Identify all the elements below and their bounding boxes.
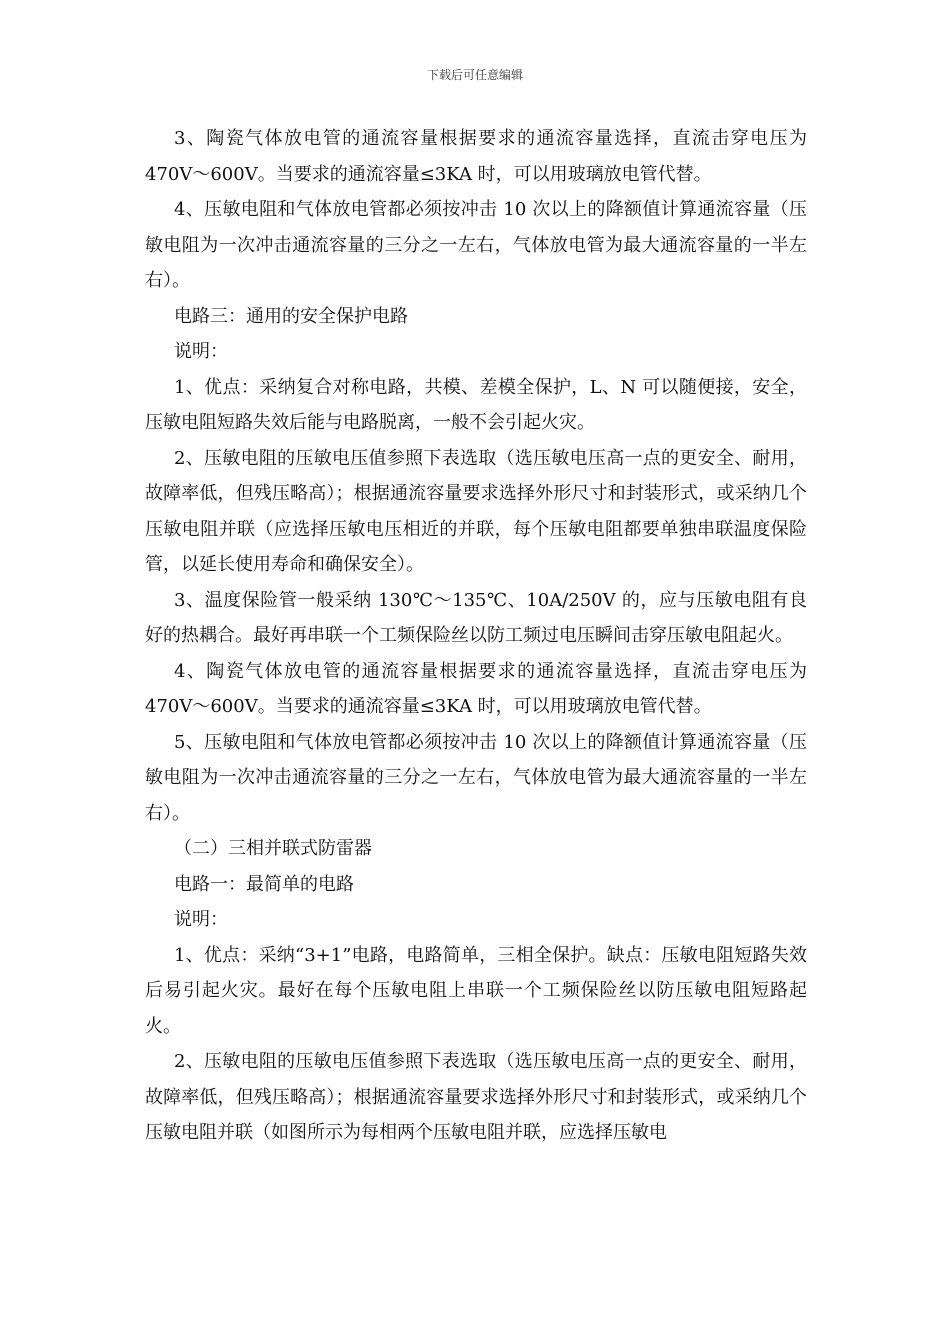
paragraph: 2、压敏电阻的压敏电压值参照下表选取（选压敏电压高一点的更安全、耐用，故障率低，但残压略高）；根据通流容量要求选择外形尺寸和封装形式，或采纳几个压敏电阻并联（应选择压敏电压相近的并联，每个压敏电阻都要单独串联温度保险管，以延长使用寿命和确保安全）。 (145, 447, 807, 575)
section-heading: （二）三相并联式防雷器 (174, 838, 372, 859)
section-heading: 电路一：最简单的电路 (174, 873, 354, 895)
paragraph: 2、压敏电阻的压敏电压值参照下表选取（选压敏电压高一点的更安全、耐用，故障率低，但残压略高）；根据通流容量要求选择外形尺寸和封装形式，或采纳几个压敏电阻并联（如图所示为每相两个压敏电阻并联，应选择压敏电 (145, 1051, 807, 1143)
paragraph: 3、陶瓷气体放电管的通流容量根据要求的通流容量选择，直流击穿电压为470V～600V。当要求的通流容量≤3KA 时，可以用玻璃放电管代替。 (145, 128, 807, 185)
section-heading: 电路三：通用的安全保护电路 (174, 305, 408, 327)
paragraph: 3、温度保险管一般采纳 130℃～135℃、10A/250V 的，应与压敏电阻有良好的热耦合。最好再串联一个工频保险丝以防工频过电压瞬间击穿压敏电阻起火。 (145, 589, 807, 646)
paragraph: 说明： (174, 341, 228, 362)
document-body (145, 121, 807, 1151)
paragraph: 说明： (174, 909, 228, 930)
paragraph: 4、压敏电阻和气体放电管都必须按冲击 10 次以上的降额值计算通流容量（压敏电阻为一次冲击通流容量的三分之一左右，气体放电管为最大通流容量的一半左右）。 (145, 199, 807, 291)
paragraph: 1、优点：采纳复合对称电路，共模、差模全保护，L、N 可以随便接，安全，压敏电阻短路失效后能与电路脱离，一般不会引起火灾。 (145, 376, 807, 433)
page-header: 下载后可任意编辑 (426, 68, 523, 82)
paragraph: 5、压敏电阻和气体放电管都必须按冲击 10 次以上的降额值计算通流容量（压敏电阻为一次冲击通流容量的三分之一左右，气体放电管为最大通流容量的一半左右）。 (145, 731, 807, 824)
paragraph: 4、陶瓷气体放电管的通流容量根据要求的通流容量选择，直流击穿电压为470V～600V。当要求的通流容量≤3KA 时，可以用玻璃放电管代替。 (145, 660, 807, 717)
paragraph: 1、优点：采纳“3+1”电路，电路简单，三相全保护。缺点：压敏电阻短路失效后易引起火灾。最好在每个压敏电阻上串联一个工频保险丝以防压敏电阻短路起火。 (145, 944, 807, 1037)
